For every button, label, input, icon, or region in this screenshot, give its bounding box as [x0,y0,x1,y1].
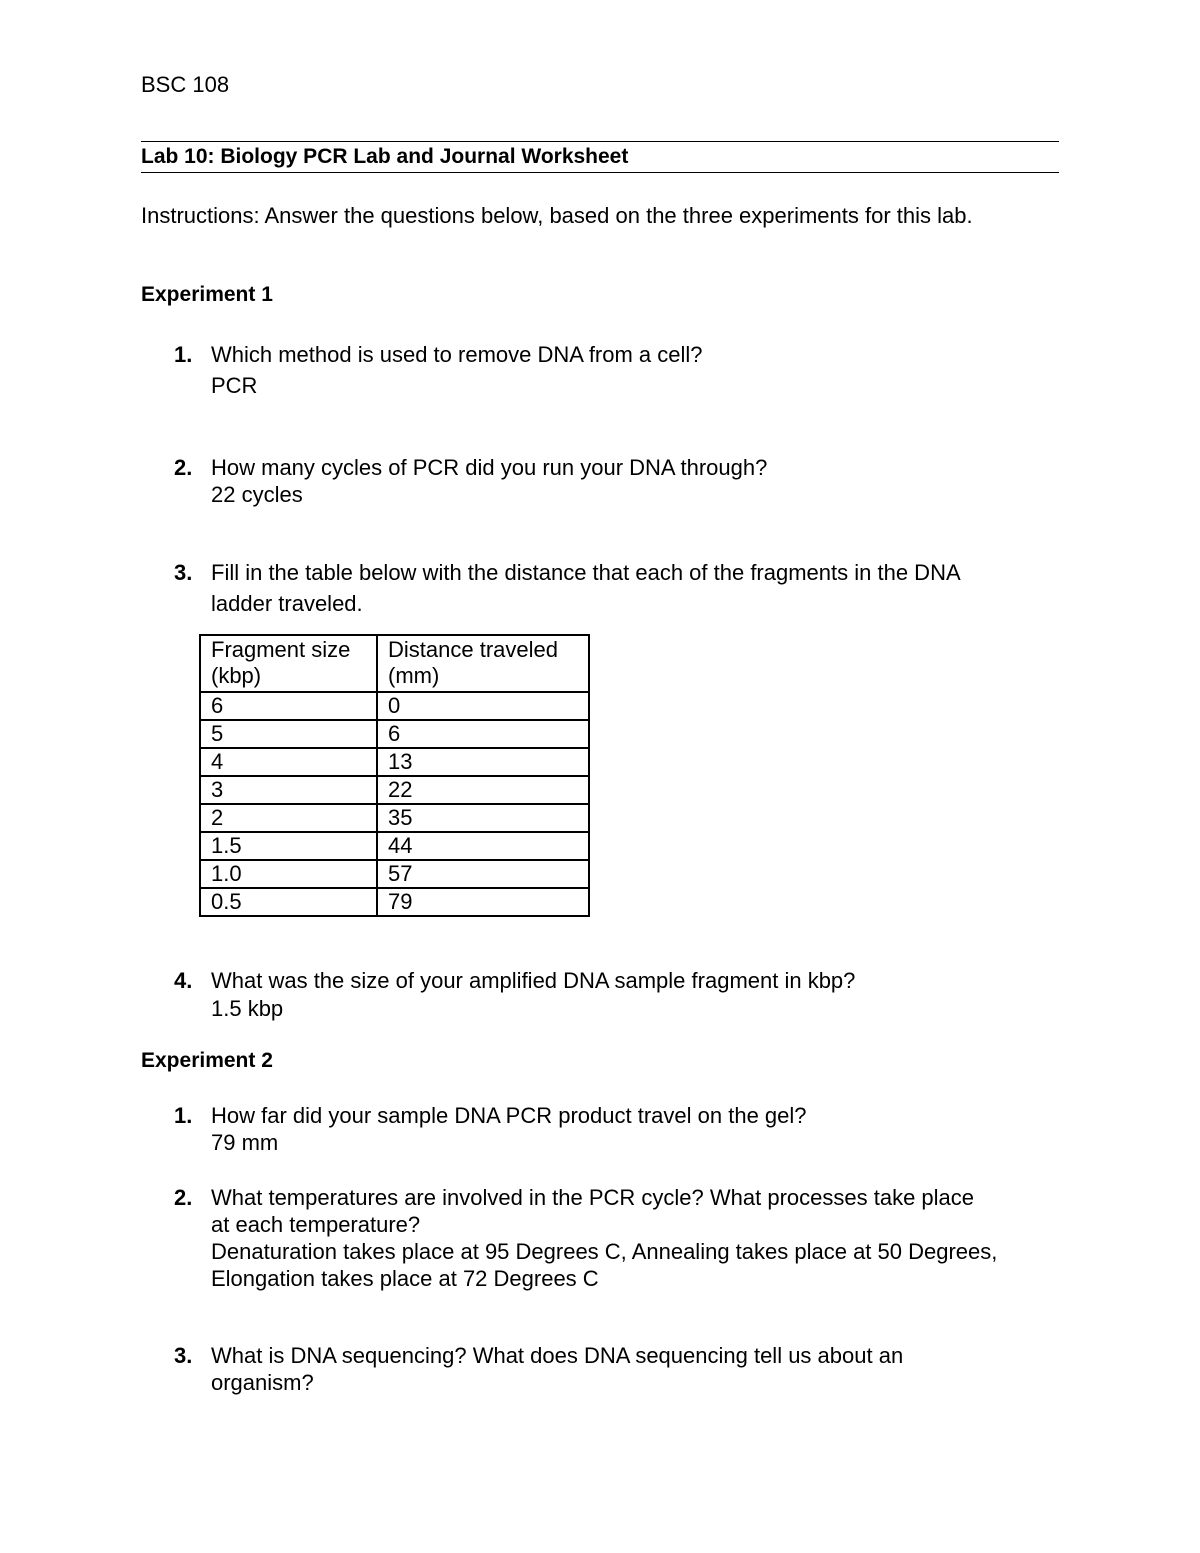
header-fragment-size [200,635,377,692]
fragment-size-cell: 1.0 [200,860,377,888]
table-row [200,692,589,720]
exp2-q2-number: 2. [174,1185,193,1210]
header-fragment-size-line1: Fragment size [211,637,351,662]
exp1-q2-text: How many cycles of PCR did you run your DNA through? [211,455,768,480]
exp2-q2-answer-line1: Denaturation takes place at 95 Degrees C, Annealing takes place at 50 Degrees, [211,1239,998,1264]
exp2-q2-text-line2: at each temperature? [211,1212,421,1237]
distance-cell: 6 [377,720,589,748]
distance-cell: 0 [377,692,589,720]
table-row [200,720,589,748]
exp1-q3-number: 3. [174,560,193,585]
exp1-q1-text: Which method is used to remove DNA from a cell? [211,342,703,367]
page-title: Lab 10: Biology PCR Lab and Journal Worksheet [141,145,629,168]
course-code: BSC 108 [141,72,230,97]
exp1-q4-answer: 1.5 kbp [211,996,284,1021]
exp2-q2-text-line1: What temperatures are involved in the PCR cycle? What processes take place [211,1185,975,1210]
table-row [200,888,589,916]
fragment-size-cell: 4 [200,748,377,776]
distance-cell: 13 [377,748,589,776]
table-row [200,748,589,776]
fragment-size-cell: 0.5 [200,888,377,916]
exp1-q3-text-line2: ladder traveled. [211,591,363,616]
distance-cell: 35 [377,804,589,832]
table-row [200,860,589,888]
exp2-q1-text: How far did your sample DNA PCR product travel on the gel? [211,1103,807,1128]
exp2-q2-answer-line2: Elongation takes place at 72 Degrees C [211,1266,599,1291]
title-top-rule [141,141,1059,142]
fragment-size-cell: 5 [200,720,377,748]
header-distance-line1: Distance traveled [388,637,558,662]
fragment-size-cell: 1.5 [200,832,377,860]
header-distance-line2: (mm) [388,663,440,688]
fragment-size-cell: 2 [200,804,377,832]
exp2-q3-text-line1: What is DNA sequencing? What does DNA sequencing tell us about an [211,1343,904,1368]
header-fragment-size-line2: (kbp) [211,663,262,688]
exp2-q3-number: 3. [174,1343,193,1368]
fragment-size-cell: 3 [200,776,377,804]
exp1-q1-answer: PCR [211,373,258,398]
exp1-q4-text: What was the size of your amplified DNA sample fragment in kbp? [211,968,856,993]
distance-cell: 79 [377,888,589,916]
table-row [200,804,589,832]
distance-cell: 44 [377,832,589,860]
fragment-distance-table [199,634,590,917]
distance-cell: 22 [377,776,589,804]
exp1-q3-text-line1: Fill in the table below with the distance that each of the fragments in the DNA [211,560,961,585]
exp2-q3-text-line2: organism? [211,1370,314,1395]
distance-cell: 57 [377,860,589,888]
exp2-q1-answer: 79 mm [211,1130,279,1155]
exp2-q1-number: 1. [174,1103,193,1128]
fragment-size-cell: 6 [200,692,377,720]
experiment-1-heading: Experiment 1 [141,283,273,306]
exp1-q2-number: 2. [174,455,193,480]
header-distance-traveled [377,635,589,692]
instructions: Instructions: Answer the questions below, based on the three experiments for this lab. [141,203,973,228]
table-row [200,776,589,804]
exp1-q1-number: 1. [174,342,193,367]
experiment-2-heading: Experiment 2 [141,1049,273,1072]
table-header-row [200,635,589,692]
exp1-q2-answer: 22 cycles [211,482,303,507]
exp1-q4-number: 4. [174,968,193,993]
title-bottom-rule [141,172,1059,173]
table-row [200,832,589,860]
